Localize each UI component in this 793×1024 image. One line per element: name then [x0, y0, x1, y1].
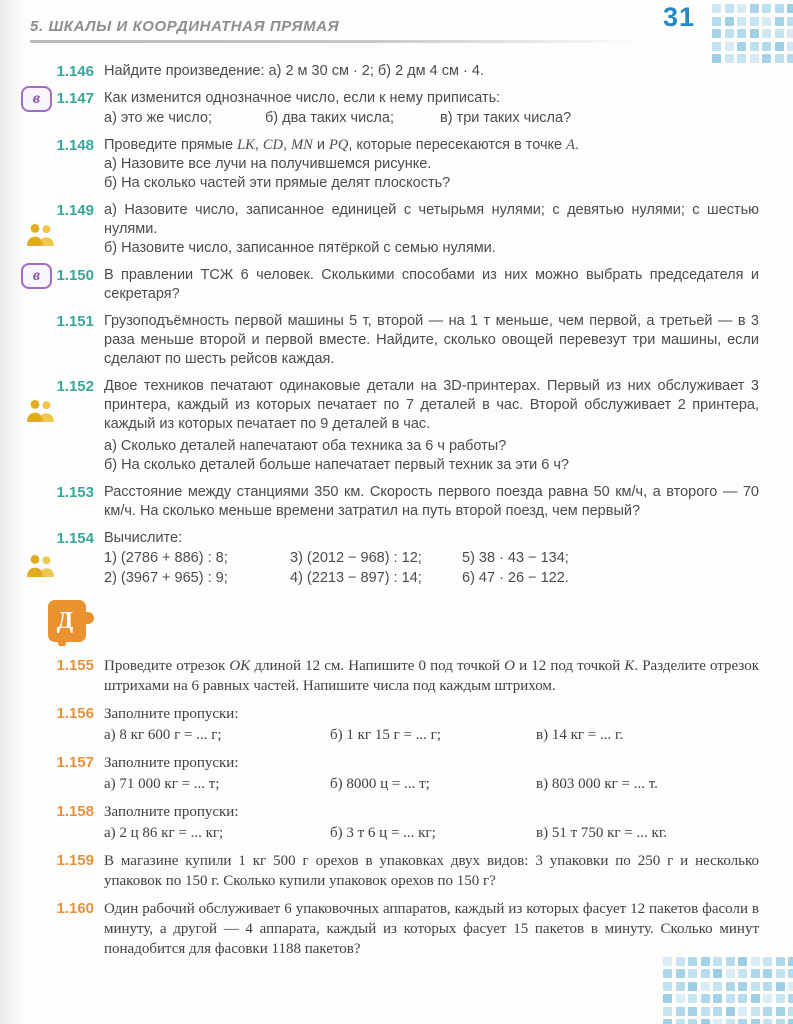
- exercise-1-156: [0, 704, 759, 745]
- decorative-pixel-grid-top: [712, 4, 793, 63]
- option-item: в) 803 000 кг = ... т.: [536, 776, 658, 792]
- option-item: а) 8 кг 600 г = ... г;: [104, 727, 222, 743]
- option-item: б) 3 т 6 ц = ... кг;: [330, 825, 436, 841]
- exercise-body: [104, 201, 759, 258]
- exercise-1-157: [0, 753, 759, 794]
- exercise-text: Один рабочий обслуживает 6 упаковочных аппаратов, каждый из которых фасует 12 пакетов фасоли в минуту, а другой — 4 аппарата, каждый из которых фасует 15 пакетов в минуту. Сколько минут понадобится для фасовки 1188 пакетов?: [104, 901, 759, 957]
- pair-work-icon: [26, 399, 57, 427]
- exercise-text: Проведите отрезок OK длиной 12 см. Напишите 0 под точкой O и 12 под точкой K. Разделите отрезок штрихами на 6 равных частей. Напишите числа под каждым штрихом.: [104, 658, 759, 694]
- exercise-body: [104, 62, 759, 81]
- d-section-letter: Д: [56, 607, 74, 634]
- option-item: в) 14 кг = ... г.: [536, 727, 624, 743]
- exercise-body: [104, 656, 759, 696]
- option-item: б) 1 кг 15 г = ... г;: [330, 727, 441, 743]
- option-row: [104, 569, 759, 588]
- exercise-text: а) Назовите число, записанное единицей с четырьмя нулями; с девятью нулями; с шестью нулями.: [104, 202, 759, 237]
- option-row: [104, 774, 759, 794]
- exercise-1-152: [0, 377, 759, 475]
- exercise-body: [104, 377, 759, 475]
- option-item: а) 71 000 кг = ... т;: [104, 776, 220, 792]
- additional-section-divider: [0, 598, 759, 646]
- option-item: а) 2 ц 86 кг = ... кг;: [104, 825, 224, 841]
- exercise-number: 1.156: [56, 705, 94, 722]
- exercise-text: Заполните пропуски:: [104, 755, 239, 771]
- v-badge-icon: в: [21, 86, 52, 112]
- exercise-1-150: [0, 266, 759, 304]
- exercise-1-148: [0, 136, 759, 193]
- exercise-text: Расстояние между станциями 350 км. Скорость первого поезда равна 50 км/ч, а второго — 70 км/ч. На сколько меньше времени затратил на путь второй поезд, чем первый?: [104, 484, 759, 519]
- exercise-number: 1.154: [56, 530, 94, 547]
- exercise-1-154: [0, 529, 759, 588]
- exercise-body: [104, 136, 759, 193]
- option-row: [104, 549, 759, 568]
- exercise-body: [104, 266, 759, 304]
- option-item: б) два таких числа;: [265, 110, 394, 126]
- exercise-subitem: б) На сколько деталей больше напечатает первый техник за эти 6 ч?: [104, 457, 569, 473]
- v-badge-icon: в: [21, 263, 52, 289]
- exercise-text: Заполните пропуски:: [104, 706, 239, 722]
- option-item: 4) (2213 − 897) : 14;: [290, 570, 422, 586]
- exercise-body: [104, 312, 759, 369]
- exercise-1-158: [0, 802, 759, 843]
- exercise-text: В правлении ТСЖ 6 человек. Сколькими способами из них можно выбрать председателя и секретаря?: [104, 267, 759, 302]
- option-item: 5) 38 · 43 − 134;: [462, 550, 569, 566]
- option-item: а) это же число;: [104, 110, 212, 126]
- pair-work-icon: [26, 554, 57, 582]
- exercise-text: Найдите произведение: а) 2 м 30 см · 2; б) 2 дм 4 см · 4.: [104, 63, 484, 79]
- exercise-1-151: [0, 312, 759, 369]
- option-item: 3) (2012 − 968) : 12;: [290, 550, 422, 566]
- option-item: 1) (2786 + 886) : 8;: [104, 550, 228, 566]
- exercise-text: Как изменится однозначное число, если к нему приписать:: [104, 90, 501, 106]
- exercise-body: [104, 89, 759, 128]
- pair-work-icon: [26, 223, 57, 251]
- exercise-text: Заполните пропуски:: [104, 804, 239, 820]
- option-item: 2) (3967 + 965) : 9;: [104, 570, 228, 586]
- option-item: б) 8000 ц = ... т;: [330, 776, 430, 792]
- exercise-number: 1.146: [56, 63, 94, 80]
- header-underline: [30, 40, 640, 43]
- exercise-1-149: [0, 201, 759, 258]
- option-row: [104, 109, 759, 128]
- exercise-body: [104, 483, 759, 521]
- exercise-body: [104, 704, 759, 745]
- exercise-number: 1.152: [56, 378, 94, 395]
- exercise-1-147: [0, 89, 759, 128]
- exercise-number: 1.147: [56, 90, 94, 107]
- exercise-number: 1.159: [56, 852, 94, 869]
- option-row: [104, 725, 759, 745]
- page-header: [30, 10, 759, 48]
- exercise-text: Проведите прямые LK, CD, MN и PQ, которые пересекаются в точке A.: [104, 137, 580, 153]
- exercise-1-160: [0, 899, 759, 959]
- exercise-subitem: а) Сколько деталей напечатают оба техника за 6 ч работы?: [104, 438, 507, 454]
- option-item: 6) 47 · 26 − 122.: [462, 570, 569, 586]
- exercise-subitem: а) Назовите все лучи на получившемся рисунке.: [104, 156, 432, 172]
- option-item: в) 51 т 750 кг = ... кг.: [536, 825, 668, 841]
- exercise-number: 1.153: [56, 484, 94, 501]
- option-item: в) три таких числа?: [440, 110, 572, 126]
- exercise-text-b: б) Назовите число, записанное пятёркой с семью нулями.: [104, 240, 496, 256]
- exercise-text: Двое техников печатают одинаковые детали на 3D-принтерах. Первый из них обслуживает 3 принтера, каждый из которых печатает по 7 деталей в час. Второй обслуживает 2 принтера, каждый из которых печатает по 9 деталей в час.: [104, 378, 759, 432]
- exercise-number: 1.155: [56, 657, 94, 674]
- exercise-text: В магазине купили 1 кг 500 г орехов в упаковках двух видов: 3 упаковки по 250 г и несколько упаковок по 150 г. Сколько купили упаковок орехов по 150 г?: [104, 853, 759, 889]
- exercise-number: 1.150: [56, 267, 94, 284]
- exercise-number: 1.148: [56, 137, 94, 154]
- exercise-text: Грузоподъёмность первой машины 5 т, второй — на 1 т меньше, чем первой, а третьей — в 3 раза меньше второй и первой вместе. Найдите, сколько овощей перевезут три машины, если сделают по шесть рейсов каждая.: [104, 313, 759, 367]
- exercise-number: 1.160: [56, 900, 94, 917]
- exercise-1-146: [0, 62, 759, 81]
- exercise-1-153: [0, 483, 759, 521]
- section-header: 5. ШКАЛЫ И КООРДИНАТНАЯ ПРЯМАЯ: [30, 18, 340, 35]
- exercise-body: [104, 753, 759, 794]
- exercise-text: Вычислите:: [104, 530, 183, 546]
- exercise-number: 1.158: [56, 803, 94, 820]
- exercise-number: 1.151: [56, 313, 94, 330]
- exercise-body: [104, 802, 759, 843]
- exercise-subitem: б) На сколько частей эти прямые делят плоскость?: [104, 175, 451, 191]
- decorative-pixel-grid-bottom: [663, 957, 793, 1024]
- exercise-body: [104, 529, 759, 588]
- page-number: 31: [662, 2, 695, 32]
- option-row: [104, 823, 759, 843]
- exercise-1-155: [0, 656, 759, 696]
- exercise-body: [104, 851, 759, 891]
- exercise-1-159: [0, 851, 759, 891]
- exercise-body: [104, 899, 759, 959]
- exercise-number: 1.149: [56, 202, 94, 219]
- exercise-number: 1.157: [56, 754, 94, 771]
